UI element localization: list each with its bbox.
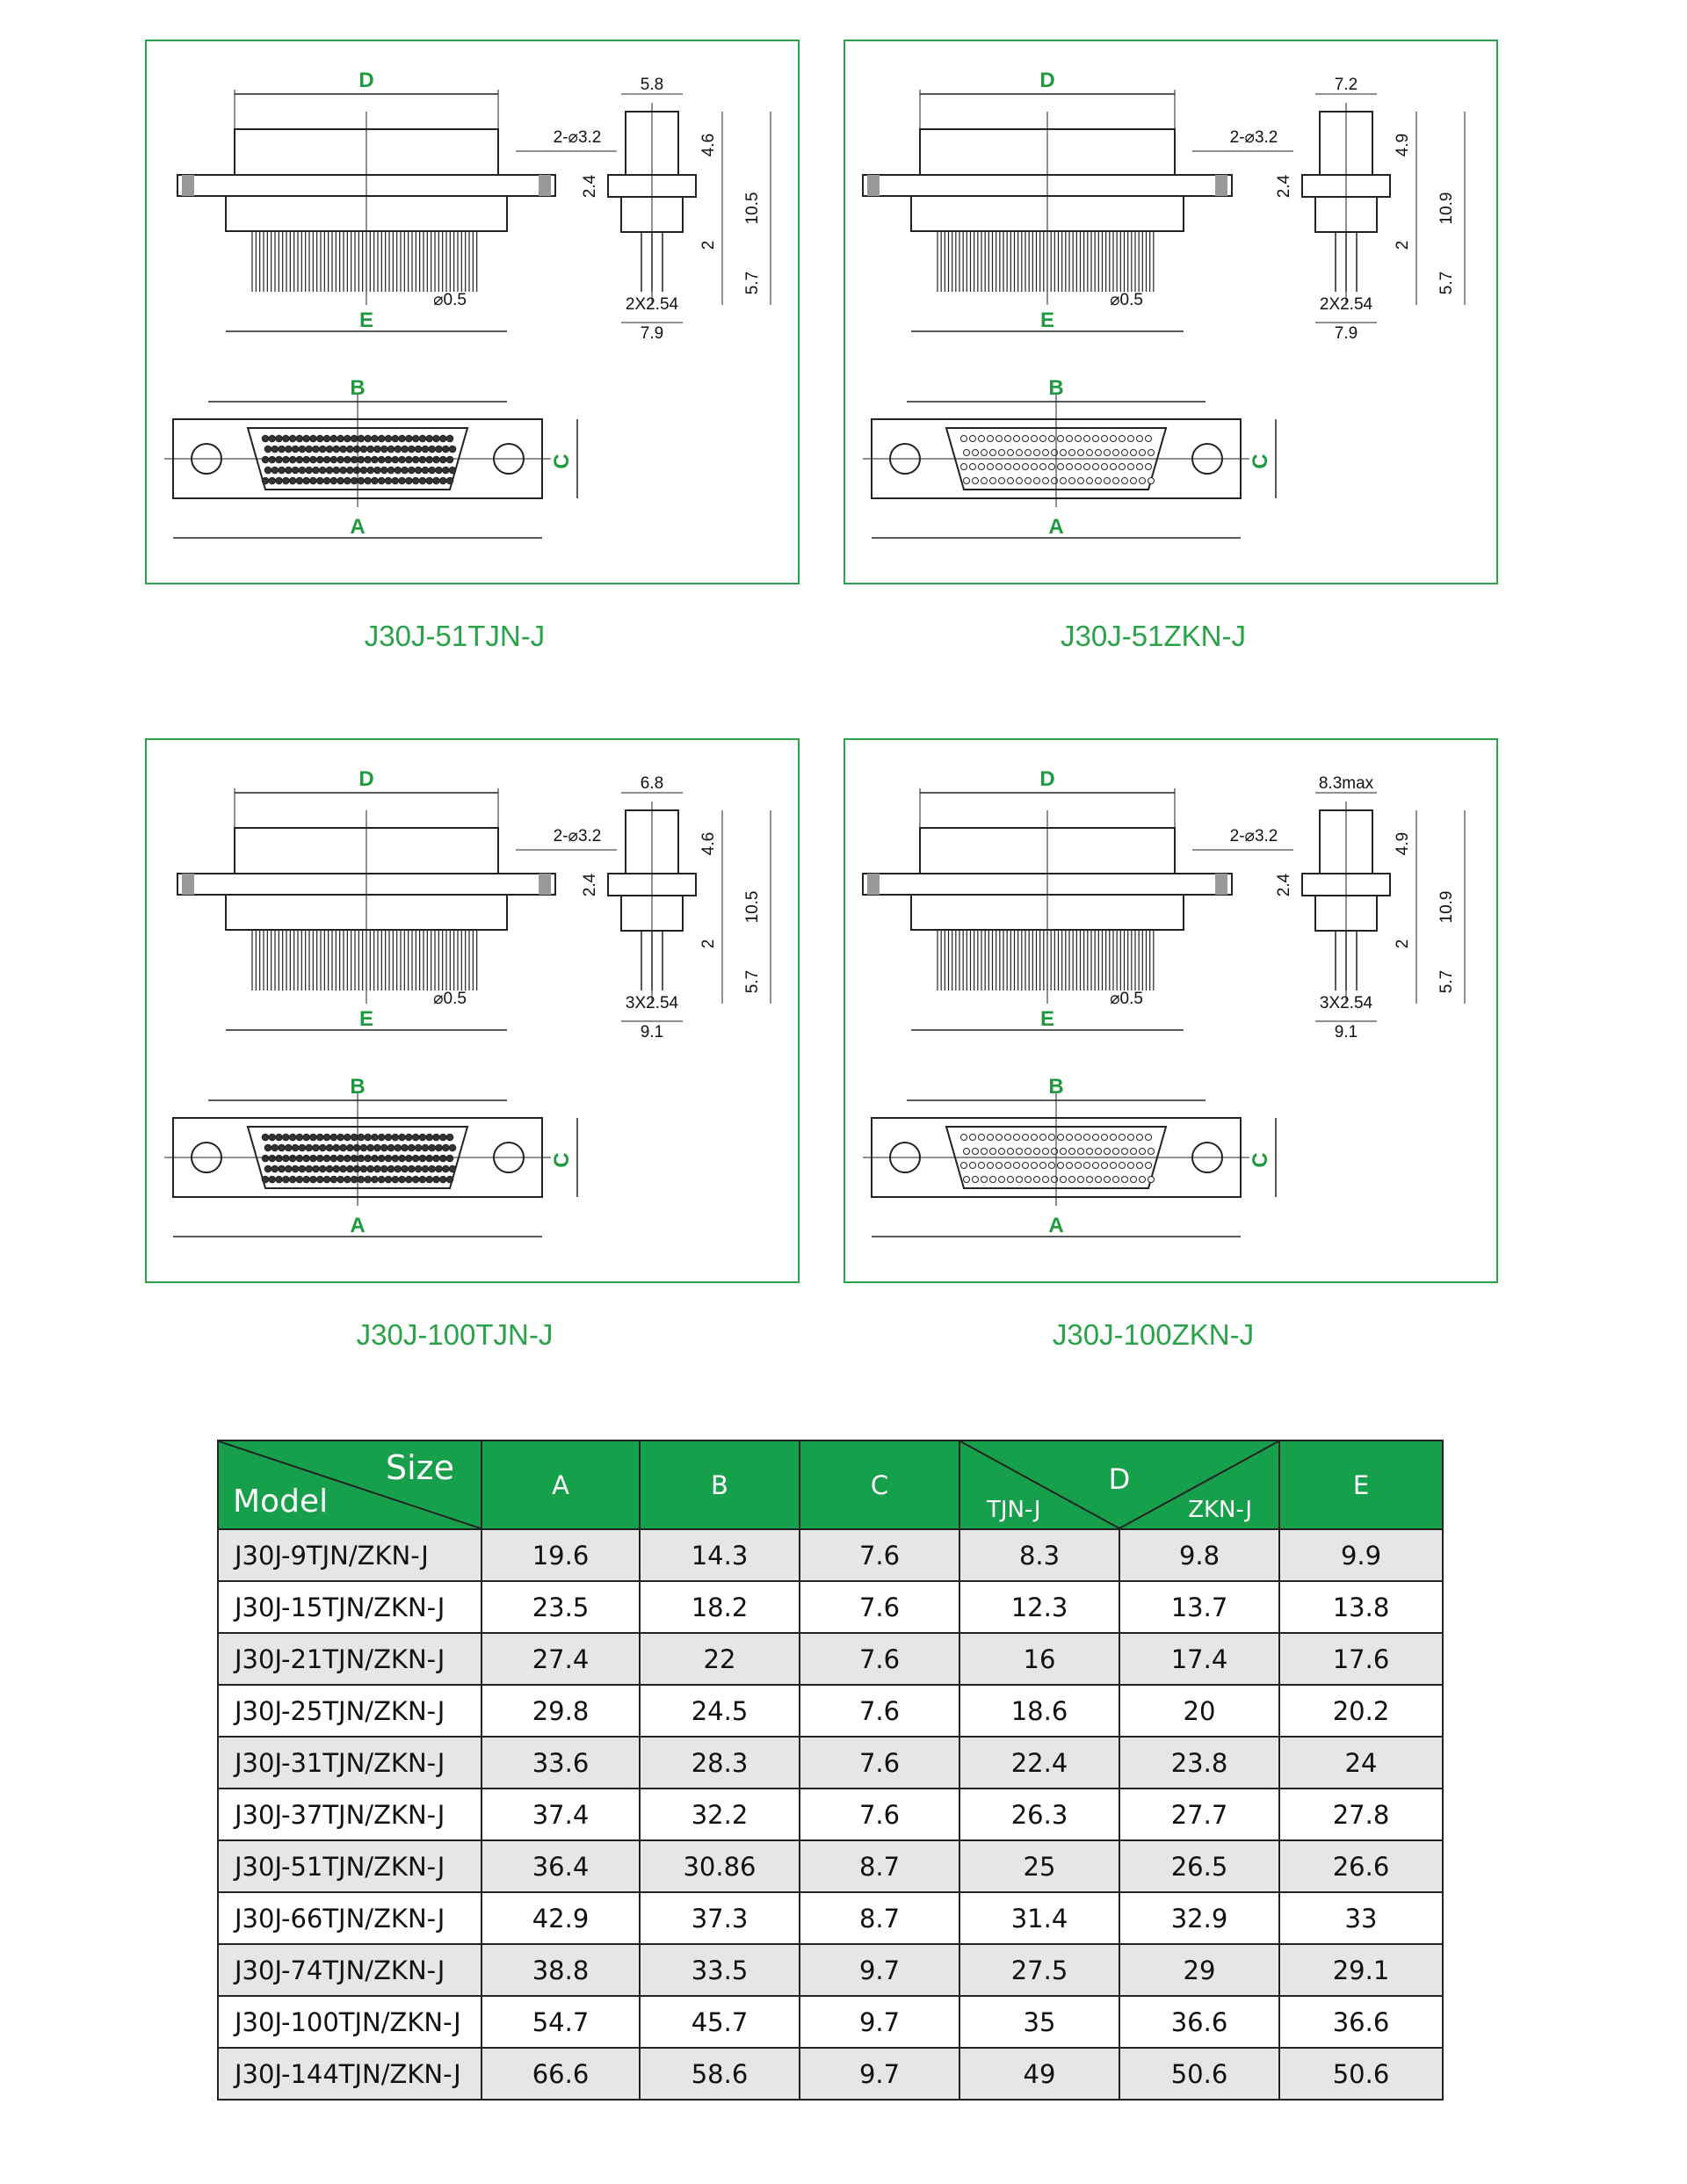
cell-a: 66.6 [481,2048,640,2100]
side-width: 7.2 [1334,76,1358,94]
cell-e: 17.6 [1279,1633,1443,1685]
side-height-total: 10.5 [743,192,762,225]
header-corner [218,1440,481,1529]
hole-dimension: 2-⌀3.2 [553,128,602,147]
cell-c: 7.6 [800,1581,959,1633]
dimension-a-label: A [1048,515,1064,539]
cell-d-zkn: 13.7 [1119,1581,1279,1633]
drawing-caption: J30J-100TJN-J [356,1318,554,1351]
dimension-a-label: A [350,515,366,539]
cell-c: 7.6 [800,1529,959,1581]
dimension-d-label: D [358,69,374,92]
cell-e: 50.6 [1279,2048,1443,2100]
cell-e: 36.6 [1279,1996,1443,2048]
side-height-total: 10.9 [1437,192,1456,225]
pin-diameter: ⌀0.5 [433,990,467,1008]
base-width: 9.1 [640,1023,664,1041]
table-row [218,2048,1443,2100]
cell-b: 30.86 [640,1840,800,1892]
cell-e: 26.6 [1279,1840,1443,1892]
cell-c: 9.7 [800,1996,959,2048]
header-a: A [481,1440,640,1529]
cell-e: 29.1 [1279,1944,1443,1996]
cell-a: 36.4 [481,1840,640,1892]
flange-thickness: 2.4 [1275,174,1293,199]
side-height-upper: 4.9 [1394,831,1412,856]
cell-model: J30J-15TJN/ZKN-J [218,1581,481,1633]
cell-d-zkn: 9.8 [1119,1529,1279,1581]
cell-b: 14.3 [640,1529,800,1581]
front-view [177,767,617,1031]
header-c: C [800,1440,959,1529]
cell-a: 29.8 [481,1685,640,1737]
header-size-label: Size [385,1448,454,1487]
dimension-b-label: B [350,1075,366,1099]
cell-d-zkn: 36.6 [1119,1996,1279,2048]
pin-offset: 2 [699,939,718,949]
table-row [218,1529,1443,1581]
pin-diameter: ⌀0.5 [1110,990,1143,1008]
pin-offset: 2 [1394,240,1412,250]
cell-model: J30J-9TJN/ZKN-J [218,1529,481,1581]
side-view [581,76,771,343]
flange-thickness: 2.4 [581,873,599,897]
dimension-a-label: A [1048,1214,1064,1237]
table-row [218,1944,1443,1996]
cell-a: 42.9 [481,1892,640,1944]
dimension-e-label: E [358,308,374,332]
cell-model: J30J-21TJN/ZKN-J [218,1633,481,1685]
cell-d-zkn: 20 [1119,1685,1279,1737]
cell-c: 7.6 [800,1685,959,1737]
table-row [218,1737,1443,1789]
cell-d-tjn: 26.3 [959,1789,1119,1840]
cell-b: 33.5 [640,1944,800,1996]
dimension-b-label: B [1048,1075,1064,1099]
bottom-view [164,1075,577,1237]
cell-b: 32.2 [640,1789,800,1840]
cell-e: 27.8 [1279,1789,1443,1840]
cell-model: J30J-37TJN/ZKN-J [218,1789,481,1840]
cell-c: 7.6 [800,1737,959,1789]
connector-drawing [845,41,1500,586]
bottom-view [863,1075,1276,1237]
side-width: 8.3max [1318,774,1374,793]
cell-d-tjn: 31.4 [959,1892,1119,1944]
side-view [1275,76,1465,343]
cell-d-zkn: 17.4 [1119,1633,1279,1685]
cell-d-tjn: 16 [959,1633,1119,1685]
dimension-table [217,1440,1444,2101]
drawing-panel [145,738,800,1283]
connector-drawing [845,740,1500,1285]
cell-d-zkn: 29 [1119,1944,1279,1996]
dimension-c-label: C [550,1152,574,1168]
cell-b: 58.6 [640,2048,800,2100]
cell-d-tjn: 35 [959,1996,1119,2048]
front-view [863,69,1293,332]
cell-b: 18.2 [640,1581,800,1633]
cell-d-tjn: 49 [959,2048,1119,2100]
pin-diameter: ⌀0.5 [433,291,467,309]
cell-b: 22 [640,1633,800,1685]
front-view [177,69,617,332]
cell-d-tjn: 18.6 [959,1685,1119,1737]
cell-d-zkn: 27.7 [1119,1789,1279,1840]
cell-d-zkn: 32.9 [1119,1892,1279,1944]
table-row [218,1892,1443,1944]
hole-dimension: 2-⌀3.2 [1229,128,1278,147]
hole-dimension: 2-⌀3.2 [1229,827,1278,845]
dimension-d-label: D [1039,69,1055,92]
dimension-e-label: E [1039,1007,1055,1031]
tail-length: 5.7 [1437,969,1456,994]
pin-pitch: 2X2.54 [625,295,679,314]
cell-e: 24 [1279,1737,1443,1789]
cell-d-zkn: 26.5 [1119,1840,1279,1892]
side-height-total: 10.9 [1437,890,1456,924]
pin-diameter: ⌀0.5 [1110,291,1143,309]
header-d-label: D [1108,1462,1131,1496]
cell-a: 54.7 [481,1996,640,2048]
dimension-d-label: D [1039,767,1055,791]
dimension-c-label: C [1249,453,1272,469]
header-b: B [640,1440,800,1529]
cell-d-zkn: 23.8 [1119,1737,1279,1789]
cell-a: 19.6 [481,1529,640,1581]
header-model-label: Model [233,1484,329,1520]
table-row [218,1581,1443,1633]
cell-model: J30J-100TJN/ZKN-J [218,1996,481,2048]
cell-a: 38.8 [481,1944,640,1996]
header-d-tjn: TJN-J [987,1497,1041,1523]
cell-c: 8.7 [800,1840,959,1892]
cell-e: 20.2 [1279,1685,1443,1737]
cell-c: 9.7 [800,2048,959,2100]
header-e: E [1279,1440,1443,1529]
cell-b: 37.3 [640,1892,800,1944]
cell-model: J30J-144TJN/ZKN-J [218,2048,481,2100]
base-width: 7.9 [640,324,664,343]
cell-c: 7.6 [800,1633,959,1685]
header-d-zkn: ZKN-J [1188,1497,1252,1523]
drawing-caption: J30J-51ZKN-J [1061,620,1246,652]
hole-dimension: 2-⌀3.2 [553,827,602,845]
drawing-panel [145,40,800,584]
cell-model: J30J-66TJN/ZKN-J [218,1892,481,1944]
dimension-c-label: C [550,453,574,469]
side-height-upper: 4.6 [699,831,718,856]
cell-model: J30J-74TJN/ZKN-J [218,1944,481,1996]
drawing-caption: J30J-51TJN-J [364,620,546,652]
drawing-caption: J30J-100ZKN-J [1052,1318,1255,1351]
table-row [218,1996,1443,2048]
connector-drawing [147,41,801,586]
side-height-upper: 4.6 [699,133,718,157]
drawing-panel [844,40,1498,584]
table-row [218,1789,1443,1840]
flange-thickness: 2.4 [1275,873,1293,897]
side-view [1275,774,1465,1041]
dimension-d-label: D [358,767,374,791]
cell-c: 8.7 [800,1892,959,1944]
table-header-row [218,1440,1443,1529]
cell-d-tjn: 22.4 [959,1737,1119,1789]
cell-model: J30J-51TJN/ZKN-J [218,1840,481,1892]
cell-b: 24.5 [640,1685,800,1737]
connector-drawing [147,740,801,1285]
dimension-a-label: A [350,1214,366,1237]
header-d [959,1440,1279,1529]
flange-thickness: 2.4 [581,174,599,199]
cell-d-zkn: 50.6 [1119,2048,1279,2100]
dimension-c-label: C [1249,1152,1272,1168]
cell-a: 37.4 [481,1789,640,1840]
pin-offset: 2 [1394,939,1412,949]
cell-e: 13.8 [1279,1581,1443,1633]
cell-e: 9.9 [1279,1529,1443,1581]
pin-offset: 2 [699,240,718,250]
bottom-view [164,376,577,539]
cell-model: J30J-25TJN/ZKN-J [218,1685,481,1737]
cell-a: 23.5 [481,1581,640,1633]
dimension-b-label: B [350,376,366,400]
pin-pitch: 3X2.54 [1319,994,1373,1012]
cell-a: 27.4 [481,1633,640,1685]
side-height-total: 10.5 [743,890,762,924]
dimension-b-label: B [1048,376,1064,400]
base-width: 9.1 [1334,1023,1358,1041]
bottom-view [863,376,1276,539]
tail-length: 5.7 [743,969,762,994]
table-row [218,1685,1443,1737]
table-row [218,1633,1443,1685]
cell-c: 7.6 [800,1789,959,1840]
drawing-panel [844,738,1498,1283]
dimension-e-label: E [1039,308,1055,332]
cell-d-tjn: 27.5 [959,1944,1119,1996]
side-width: 6.8 [640,774,664,793]
cell-d-tjn: 8.3 [959,1529,1119,1581]
cell-c: 9.7 [800,1944,959,1996]
side-width: 5.8 [640,76,664,94]
cell-b: 45.7 [640,1996,800,2048]
table-row [218,1840,1443,1892]
dimension-e-label: E [358,1007,374,1031]
side-view [581,774,771,1041]
pin-pitch: 3X2.54 [625,994,679,1012]
base-width: 7.9 [1334,324,1358,343]
cell-d-tjn: 25 [959,1840,1119,1892]
tail-length: 5.7 [1437,271,1456,295]
cell-b: 28.3 [640,1737,800,1789]
front-view [863,767,1293,1031]
cell-a: 33.6 [481,1737,640,1789]
side-height-upper: 4.9 [1394,133,1412,157]
pin-pitch: 2X2.54 [1319,295,1373,314]
cell-e: 33 [1279,1892,1443,1944]
tail-length: 5.7 [743,271,762,295]
cell-model: J30J-31TJN/ZKN-J [218,1737,481,1789]
cell-d-tjn: 12.3 [959,1581,1119,1633]
